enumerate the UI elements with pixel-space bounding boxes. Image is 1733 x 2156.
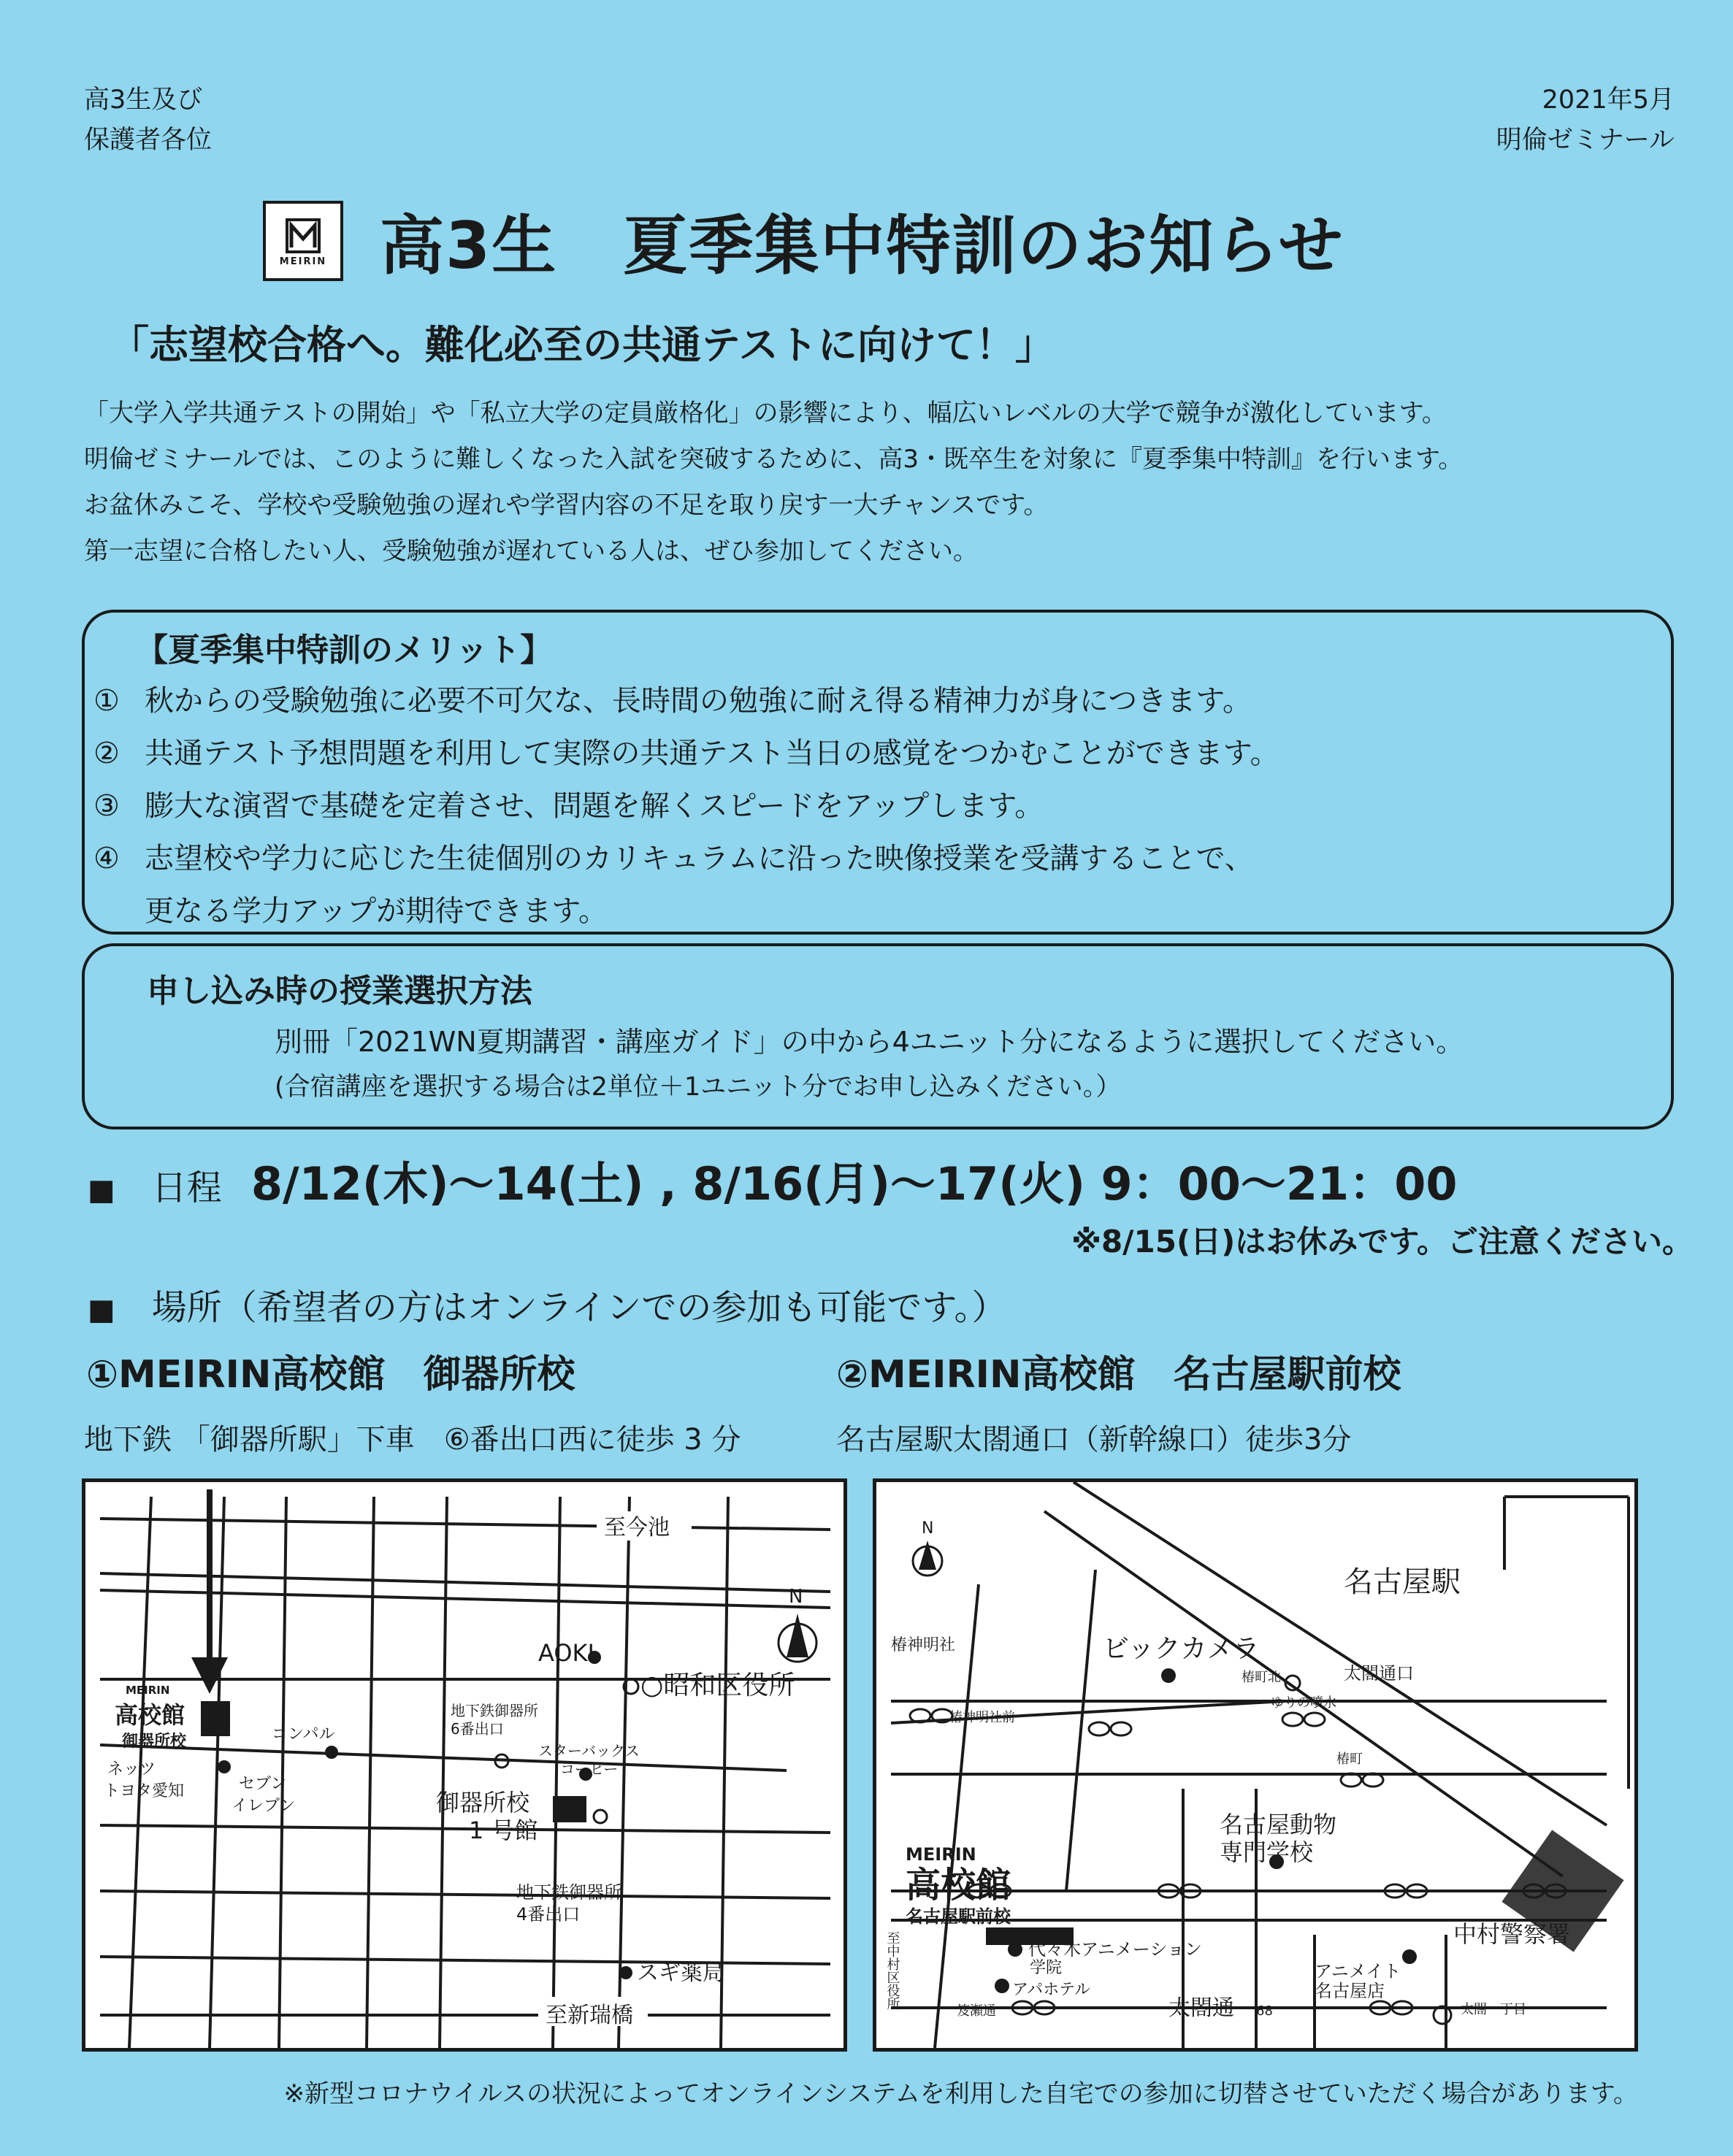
fountain-label: ゆりの噴水	[1271, 1695, 1336, 1711]
map-nagoya-drawing	[876, 1482, 1634, 2048]
taiko-label: 太閤通	[1168, 1995, 1234, 2021]
map-nagoya-streets	[891, 1482, 1629, 2048]
yoyogi-label-a: 代々木アニメーション	[1028, 1939, 1202, 1960]
arrow-down-icon	[191, 1657, 228, 1694]
map-nagoya	[873, 1478, 1638, 2052]
apa-marker	[995, 1979, 1009, 1993]
subway6-label-b: 6番出口	[451, 1720, 504, 1738]
issuer-name: 明倫ゼミナール	[1496, 126, 1675, 155]
sasashima-label: 笈瀬通	[957, 2003, 996, 2019]
to-imaike-label: 至今池	[604, 1515, 670, 1541]
merit-text: 秋からの受験勉強に必要不可欠な、長時間の勉強に耐え得る精神力が身につきます。	[145, 684, 1252, 718]
gokiso1-label-a: 御器所校	[436, 1789, 530, 1817]
venue2-access: 名古屋駅太閤通口（新幹線口）徒歩3分	[836, 1423, 1352, 1457]
merit-item	[93, 727, 1279, 780]
north-arrow-icon	[778, 1614, 816, 1662]
nagoya-station-label: 名古屋駅	[1344, 1565, 1461, 1599]
showa-ward-label: ○昭和区役所	[640, 1670, 795, 1700]
addressee	[84, 80, 212, 161]
merit-text: 志望校や学力に応じた生徒個別のカリキュラムに沿った映像授業を受講することで、	[145, 842, 1254, 875]
schedule-label: 日程	[151, 1167, 222, 1208]
issue-date: 2021年5月	[1542, 85, 1675, 115]
map1-school: 高校館	[115, 1701, 185, 1729]
merits-box	[82, 610, 1674, 935]
schedule-row	[88, 1148, 1457, 1213]
selection-heading: 申し込み時の授業選択方法	[147, 972, 532, 1010]
map1-school-sub: 御器所校	[122, 1733, 187, 1751]
subway-exit4-marker	[594, 1810, 607, 1823]
north-label: N	[789, 1586, 803, 1608]
seven-marker	[218, 1760, 231, 1773]
logo-text: MEIRIN	[279, 256, 327, 267]
schedule-value: 8/12(木)～14(土) , 8/16(月)～17(火) 9：00～21：00	[250, 1157, 1458, 1211]
footer-note: ※新型コロナウイルスの状況によってオンラインシステムを利用した自宅での参加に切替させていただく場合があります。	[283, 2079, 1638, 2109]
place-bullet: ■	[88, 1293, 115, 1327]
north-label-2: N	[922, 1519, 934, 1538]
selection-line2: (合宿講座を選択する場合は2単位＋1ユニット分でお申し込みください。）	[275, 1073, 1122, 1102]
konparu-label: コンパル	[272, 1725, 335, 1743]
subway6-label-a: 地下鉄御器所	[451, 1702, 538, 1719]
north-arrow-icon	[913, 1541, 942, 1576]
map2-school-sub: 名古屋駅前校	[906, 1906, 1011, 1927]
merit-number: ③	[93, 789, 120, 823]
taiko1-label: 太閤一丁目	[1461, 2002, 1526, 2017]
intro-line: 明倫ゼミナールでは、このように難しくなった入試を突破するために、高3・既卒生を対象に『夏季集中特訓』を行います。	[84, 445, 1464, 474]
konparu-marker	[325, 1746, 338, 1759]
merit-number: ②	[93, 737, 120, 770]
issuer-block	[1496, 80, 1675, 161]
netz-label: ネッツ	[107, 1760, 156, 1779]
intro-line: 「大学入学共通テストの開始」や「私立大学の定員厳格化」の影響により、幅広いレベルの大学で競争が激化しています。	[84, 399, 1447, 428]
place-label: 場所（希望者の方はオンラインでの参加も可能です。）	[151, 1287, 1007, 1328]
venue1-access: 地下鉄 「御器所駅」下車 ⑥番出口西に徒歩 3 分	[84, 1423, 741, 1457]
merit-item	[93, 780, 1279, 832]
merit-text: 更なる学力アップが期待できます。	[145, 894, 608, 928]
to-nakamura-label: 至中村区役所	[884, 1931, 900, 2010]
map-gokiso	[82, 1478, 847, 2052]
gokiso1-marker	[553, 1796, 586, 1822]
taiko-exit-label: 太閤通口	[1344, 1663, 1414, 1684]
merits-heading: 【夏季集中特訓のメリット】	[136, 632, 553, 669]
merit-item-continuation	[93, 885, 1279, 937]
route-label: 68	[1256, 2003, 1273, 2019]
zoo-label-a: 名古屋動物	[1220, 1811, 1337, 1838]
merit-text: 共通テスト予想問題を利用して実際の共通テスト当日の感覚をつかむことができます。	[145, 737, 1279, 770]
animate-label-a: アニメイト	[1315, 1961, 1401, 1982]
selection-box	[82, 943, 1674, 1129]
venue2-title: ②MEIRIN高校館 名古屋駅前校	[836, 1353, 1401, 1397]
aoki-label: AOKI	[538, 1639, 594, 1667]
tsubaki-label: 椿町	[1336, 1752, 1363, 1767]
place-row	[88, 1279, 1007, 1330]
gokiso1-label-b: 1 号館	[469, 1817, 538, 1844]
animate-marker	[1402, 1949, 1417, 1964]
seven-label-b: イレブン	[232, 1797, 296, 1815]
intro-paragraph	[84, 391, 1463, 575]
bic-marker	[1161, 1668, 1176, 1683]
schedule-bullet: ■	[88, 1173, 115, 1207]
toyota-label: トヨタ愛知	[104, 1782, 185, 1800]
map2-brand: MEIRIN	[906, 1844, 976, 1865]
merit-number: ④	[93, 842, 120, 875]
venue1-title: ①MEIRIN高校館 御器所校	[86, 1353, 575, 1397]
seven-label-a: セブン	[239, 1775, 287, 1793]
meirin-logo-icon	[283, 215, 324, 256]
intro-line: 第一志望に合格したい人、受験勉強が遅れている人は、ぜひ参加してください。	[84, 537, 978, 566]
yoyogi-label-b: 学院	[1030, 1959, 1063, 1977]
merit-item	[93, 675, 1279, 727]
bic-label: ビックカメラ	[1103, 1634, 1260, 1664]
addressee-line1: 高3生及び	[84, 85, 203, 115]
tsubaki-shrine-label: 椿神明社	[891, 1636, 956, 1654]
zoo-label-b: 専門学校	[1220, 1838, 1314, 1866]
addressee-line2: 保護者各位	[84, 126, 213, 155]
meirin-logo	[263, 201, 343, 281]
animate-label-b: 名古屋店	[1315, 1981, 1385, 2001]
page-title: 高3生 夏季集中特訓のお知らせ	[380, 208, 1344, 283]
to-aratamabashi-label: 至新瑞橋	[546, 2003, 633, 2028]
selection-line1: 別冊「2021WN夏期講習・講座ガイド」の中から4ユニット分になるように選択してください。	[275, 1026, 1464, 1058]
title-row	[263, 197, 1344, 285]
map-gokiso-drawing	[85, 1482, 843, 2048]
starbucks-label-b: コーヒー	[560, 1760, 619, 1778]
map2-school: 高校館	[906, 1865, 1011, 1906]
schedule-note: ※8/15(日)はお休みです。ご注意ください。	[1071, 1224, 1693, 1259]
merit-number: ①	[93, 684, 120, 718]
merit-item	[93, 832, 1279, 885]
police-label: 中村警察署	[1453, 1920, 1571, 1948]
tsubaki-north-label: 椿町北	[1242, 1670, 1281, 1685]
subway4-label-a: 地下鉄御器所	[516, 1882, 621, 1903]
sugi-label: スギ薬局	[637, 1960, 724, 1986]
map1-brand: MEIRIN	[126, 1684, 170, 1697]
school-marker-gokiso	[201, 1701, 230, 1736]
subway4-label-b: 4番出口	[516, 1904, 581, 1925]
starbucks-label-a: スターバックス	[538, 1742, 640, 1760]
merit-text: 膨大な演習で基礎を定着させ、問題を解くスピードをアップします。	[145, 789, 1044, 823]
sugi-marker	[619, 1966, 632, 1979]
intro-line: お盆休みこそ、学校や受験勉強の遅れや学習内容の不足を取り戻す一大チャンスです。	[84, 491, 1049, 520]
apa-label: アパホテル	[1012, 1981, 1091, 1999]
subtitle: 「志望校合格へ。難化必至の共通テストに向けて！」	[110, 322, 1055, 368]
tsubaki-shrine-stop-label: 椿神明社前	[949, 1710, 1015, 1725]
merits-list	[93, 675, 1279, 937]
